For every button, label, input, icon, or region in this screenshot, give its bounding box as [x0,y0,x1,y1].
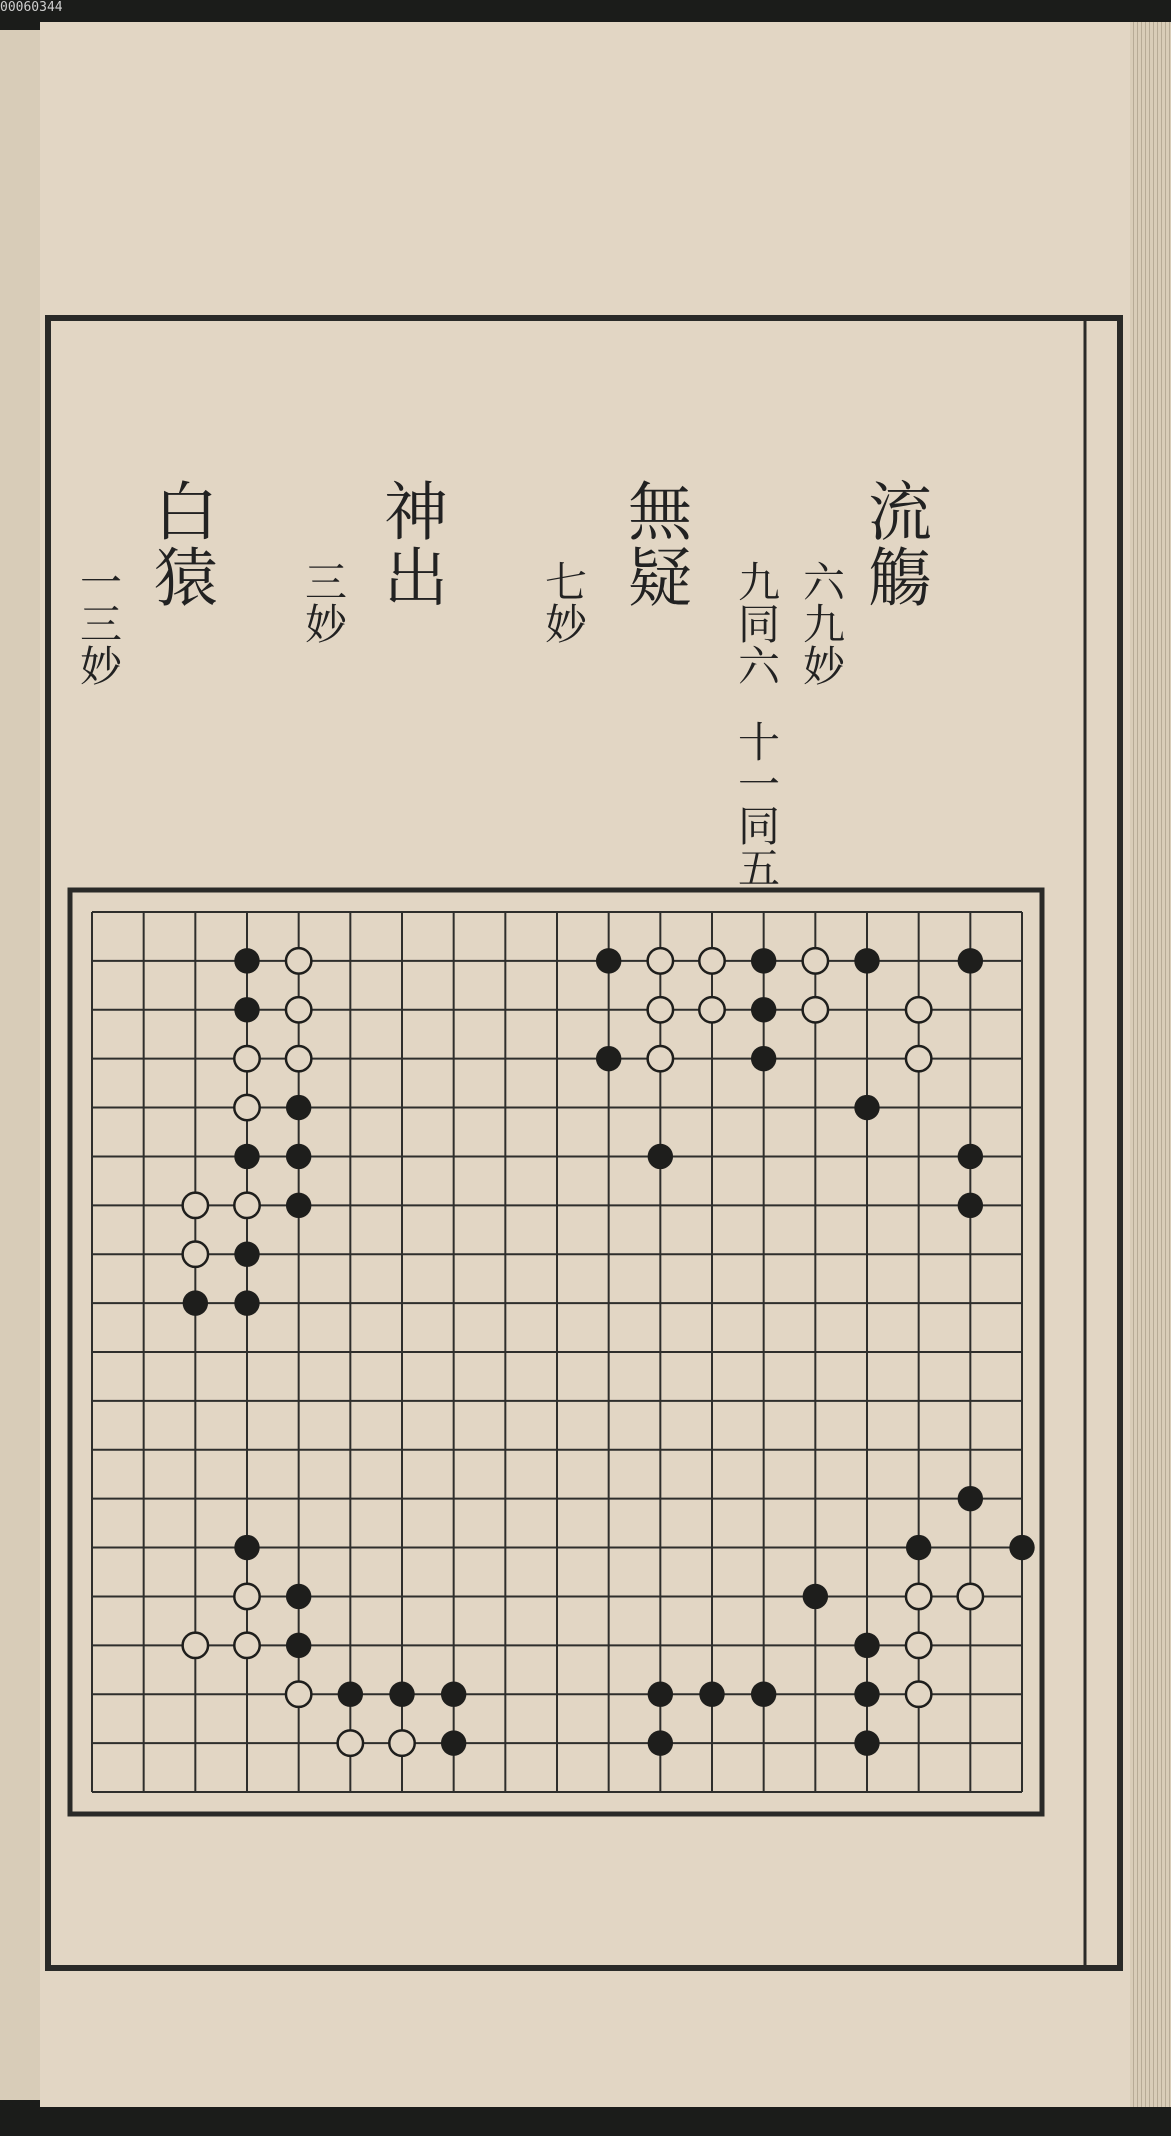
black-stone [286,1193,311,1218]
black-stone [648,1682,673,1707]
white-stone [183,1633,208,1658]
black-stone [286,1633,311,1658]
white-stone [648,948,673,973]
white-stone [183,1193,208,1218]
white-stone [234,1584,259,1609]
black-stone [751,948,776,973]
heading-2-title: 無疑 [617,478,691,610]
white-stone [234,1046,259,1071]
black-stone [803,1584,828,1609]
white-stone [699,997,724,1022]
black-stone [751,1046,776,1071]
black-stone [958,1144,983,1169]
black-stone [286,1095,311,1120]
black-stone [441,1682,466,1707]
black-stone [854,948,879,973]
white-stone [648,997,673,1022]
black-stone [596,1046,621,1071]
black-stone [854,1095,879,1120]
black-stone [1009,1535,1034,1560]
black-stone [183,1290,208,1315]
white-stone [906,1633,931,1658]
white-stone [234,1095,259,1120]
black-stone [854,1633,879,1658]
white-stone [286,948,311,973]
black-stone [389,1682,414,1707]
black-stone [751,1682,776,1707]
white-stone [958,1584,983,1609]
heading-3-title: 神出 [373,478,447,610]
white-stone [234,1633,259,1658]
white-stone [803,948,828,973]
white-stone [906,1584,931,1609]
white-stone [286,1046,311,1071]
heading-1-title: 流觴 [857,478,931,610]
black-stone [596,948,621,973]
black-stone [234,1535,259,1560]
black-stone [338,1682,363,1707]
white-stone [906,1682,931,1707]
black-stone [854,1682,879,1707]
black-stone [234,1290,259,1315]
white-stone [183,1242,208,1267]
black-stone [906,1535,931,1560]
white-stone [906,1046,931,1071]
black-stone [699,1682,724,1707]
black-stone [648,1144,673,1169]
black-stone [648,1730,673,1755]
heading-4-title: 白猿 [143,478,217,610]
black-stone [441,1730,466,1755]
heading-1-extra-1: 九同六 [732,560,781,686]
white-stone [234,1193,259,1218]
black-stone [234,1242,259,1267]
white-stone [338,1730,363,1755]
scan-label: 00060344 [0,0,63,15]
black-stone [286,1144,311,1169]
black-stone [751,997,776,1022]
black-stone [958,948,983,973]
black-stone [234,948,259,973]
heading-2-note: 七妙 [539,560,588,644]
white-stone [286,1682,311,1707]
heading-4-note: 一三妙 [74,560,123,686]
heading-3-note: 三妙 [299,560,348,644]
black-stone [958,1486,983,1511]
white-stone [906,997,931,1022]
black-stone [234,1144,259,1169]
black-stone [234,997,259,1022]
white-stone [803,997,828,1022]
black-stone [854,1730,879,1755]
white-stone [699,948,724,973]
white-stone [389,1730,414,1755]
white-stone [648,1046,673,1071]
heading-1-note: 六九妙 [797,560,846,686]
black-stone [958,1193,983,1218]
black-stone [286,1584,311,1609]
white-stone [286,997,311,1022]
heading-1-extra-2: 十一同五 [732,720,781,888]
